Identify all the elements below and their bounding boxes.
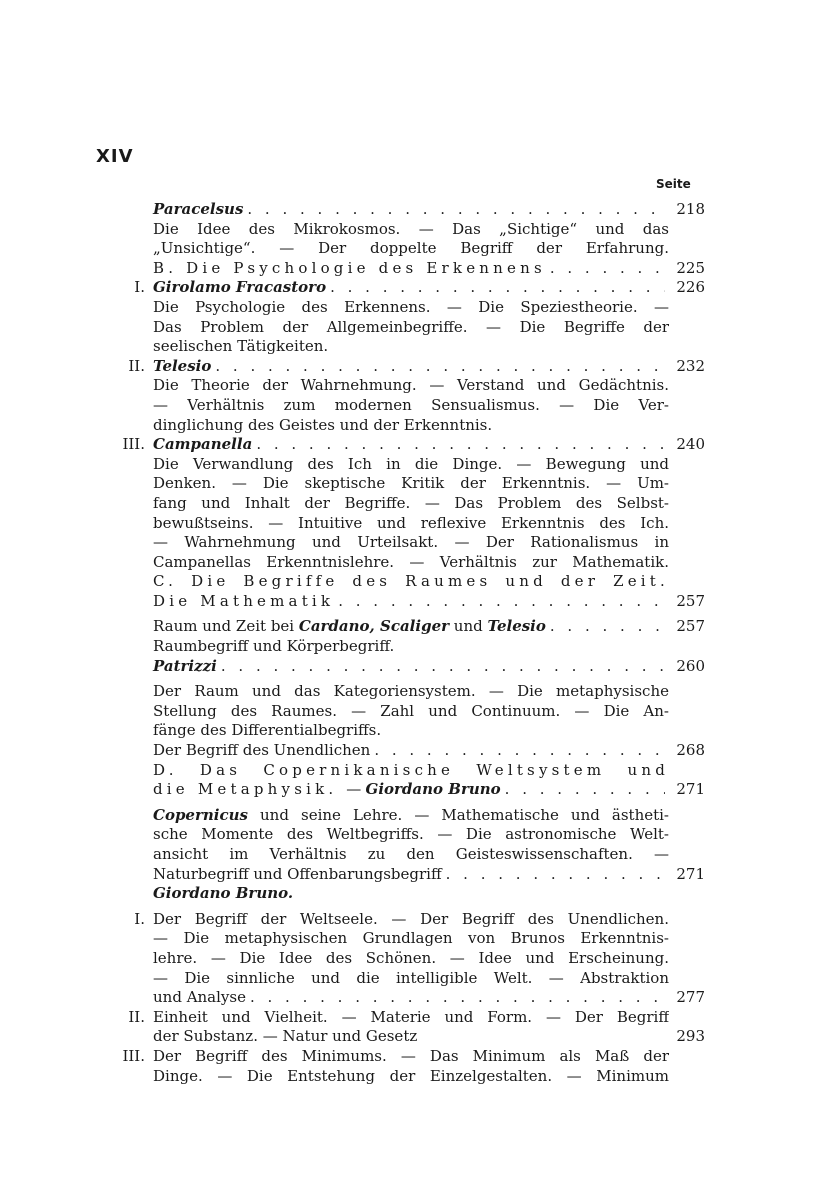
dot-leader	[221, 657, 665, 677]
page-ref: 225	[676, 258, 705, 277]
toc-section-d[interactable]: die Metaphysik. — Giordano Bruno . . . 271	[100, 780, 705, 800]
toc-entry-telesio[interactable]: II. Telesio . . . 232	[100, 357, 705, 377]
toc-line: fang und Inhalt der Begriffe. — Das Problem des Selbst-	[153, 493, 669, 512]
toc-subheading-bruno: Giordano Bruno.	[153, 884, 294, 903]
toc-line: „Unsichtige“. — Der doppelte Begriff der Erfahrung.	[153, 239, 669, 258]
page-ref: 271	[676, 780, 705, 799]
section-title: die Metaphysik. —	[153, 780, 366, 799]
toc-line: III. Der Begriff des Minimums. — Das Minimum als Maß der	[122, 1046, 669, 1065]
toc-section-c-title: C. Die Begriffe des Raumes und der Zeit.	[153, 572, 669, 591]
toc-line: Die Theorie der Wahrnehmung. — Verstand und Gedächtnis.	[153, 376, 669, 395]
toc-line: Dinge. — Die Entstehung der Einzelgestalten. — Minimum	[153, 1066, 669, 1085]
toc-line: — Wahrnehmung und Urteilsakt. — Der Rationalismus in	[153, 533, 669, 552]
toc-section-d-title: D. Das Copernikanische Weltsystem und	[153, 760, 669, 779]
toc-line: Raumbegriff und Körperbegriff.	[153, 637, 395, 656]
toc-entry-paracelsus[interactable]	[100, 200, 705, 220]
toc-entry-bruno-1[interactable]: und Analyse . . . 277	[100, 988, 705, 1008]
page-ref: 240	[676, 435, 705, 454]
toc-line: lehre. — Die Idee des Schönen. — Idee und Erscheinung.	[153, 948, 669, 967]
toc-entry-campanella[interactable]: III. Campanella . . . 240	[100, 435, 705, 455]
dot-leader	[338, 592, 665, 612]
page-ref: 293	[676, 1027, 705, 1046]
section-title: B. Die Psychologie des Erkennens	[153, 258, 546, 277]
entry-title: Telesio	[153, 356, 212, 375]
entry-title: Campanella	[153, 435, 253, 454]
page-ref: 218	[676, 200, 705, 218]
toc-line: sche Momente des Weltbegriffs. — Die astronomische Welt-	[153, 825, 669, 844]
dot-leader	[330, 278, 665, 298]
toc-entry-fracastoro[interactable]: I. Girolamo Fracastoro . . . 226	[100, 278, 705, 298]
dot-leader	[215, 357, 665, 377]
seite-label: Seite	[656, 177, 691, 191]
page-ref: 271	[676, 864, 705, 883]
dot-leader	[256, 435, 665, 455]
entry-title: Paracelsus	[153, 200, 244, 218]
page-ref: 277	[676, 988, 705, 1007]
toc-line: Copernicus und seine Lehre. — Mathematische und ästheti-	[153, 805, 669, 824]
toc-section-b[interactable]	[100, 259, 705, 279]
dot-leader	[550, 617, 665, 637]
dot-leader	[374, 741, 665, 761]
toc-entry-patrizzi[interactable]	[100, 657, 705, 677]
table-of-contents	[100, 200, 705, 1086]
toc-line: ansicht im Verhältnis zu den Geisteswissenschaften. —	[153, 845, 669, 863]
toc-entry-unendlich[interactable]	[100, 741, 705, 761]
page-ref: 257	[676, 591, 705, 610]
page-ref: 232	[676, 356, 705, 375]
toc-line: — Die sinnliche und die intelligible Welt. — Abstraktion	[153, 968, 669, 987]
toc-line: Stellung des Raumes. — Zahl und Continuum. — Die An-	[153, 701, 669, 720]
dot-leader	[250, 988, 665, 1008]
toc-entry-raum-zeit[interactable]: Raum und Zeit bei Cardano, Scaliger und Telesio . . . 257	[100, 617, 705, 637]
entry-title: Girolamo Fracastoro	[153, 278, 327, 297]
toc-line: fänge des Differentialbegriffs.	[153, 721, 382, 740]
toc-entry-copernicus[interactable]: Naturbegriff und Offenbarungsbegriff . . . 271	[100, 865, 705, 885]
toc-line: Der Raum und das Kategoriensystem. — Die metaphysische	[153, 682, 669, 701]
page-number: XIV	[96, 146, 134, 167]
page-ref: 260	[676, 656, 705, 675]
toc-line: — Die metaphysischen Grundlagen von Brunos Erkenntnis-	[153, 929, 669, 948]
page-ref: 257	[676, 617, 705, 636]
page-ref: 268	[676, 741, 705, 760]
entry-title: Patrizzi	[153, 656, 217, 675]
section-title: Die Mathematik	[153, 591, 335, 610]
toc-line: Die Verwandlung des Ich in die Dinge. — Bewegung und	[153, 454, 669, 473]
toc-line: Denken. — Die skeptische Kritik der Erkenntnis. — Um-	[153, 474, 669, 493]
toc-line: Die Psychologie des Erkennens. — Die Speziestheorie. —	[153, 297, 669, 316]
toc-line: I. Der Begriff der Weltseele. — Der Begriff des Unendlichen.	[134, 909, 669, 928]
dot-leader	[505, 780, 665, 800]
toc-line: — Verhältnis zum modernen Sensualismus. — Die Ver-	[153, 395, 669, 414]
toc-section-c[interactable]	[100, 592, 705, 612]
toc-entry-bruno-2[interactable]: der Substanz. — Natur und Gesetz 293	[153, 1027, 705, 1046]
toc-line: dinglichung des Geistes und der Erkenntnis.	[153, 415, 493, 434]
toc-line: bewußtseins. — Intuitive und reflexive Erkenntnis des Ich.	[153, 513, 669, 532]
toc-line: Campanellas Erkenntnislehre. — Verhältnis zur Mathematik.	[153, 552, 669, 571]
toc-line: Das Problem der Allgemeinbegriffe. — Die Begriffe der	[153, 317, 669, 336]
toc-line: Die Idee des Mikrokosmos. — Das „Sichtige“ und das	[153, 219, 669, 238]
toc-line: II. Einheit und Vielheit. — Materie und Form. — Der Begriff	[128, 1007, 669, 1026]
dot-leader	[550, 259, 665, 279]
entry-title: Der Begriff des Unendlichen	[153, 741, 371, 760]
dot-leader	[446, 865, 665, 885]
toc-line: seelischen Tätigkeiten.	[153, 337, 329, 356]
dot-leader	[247, 200, 665, 220]
page-ref: 226	[676, 278, 705, 297]
